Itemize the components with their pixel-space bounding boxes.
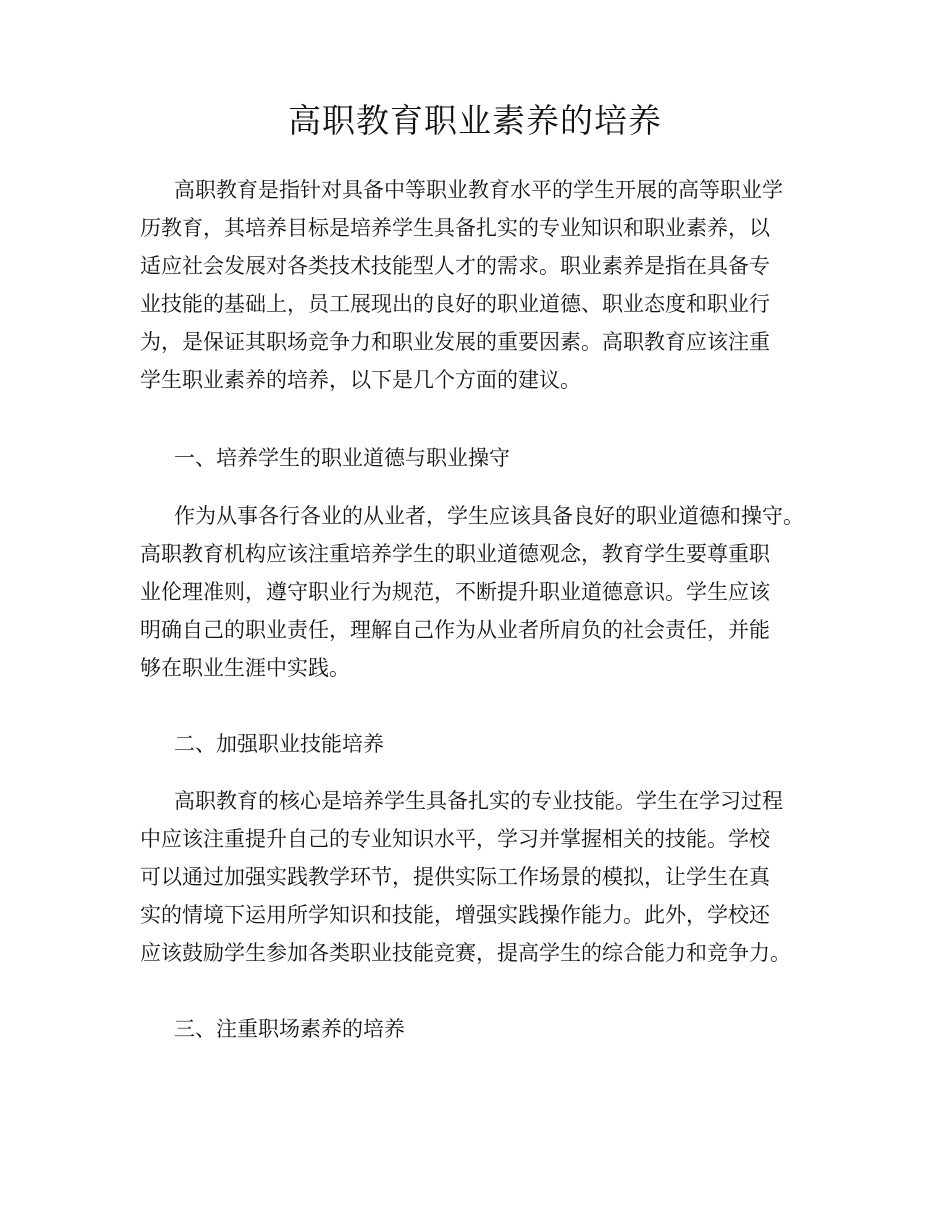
paragraph-line: 明确自己的职业责任，理解自己作为从业者所肩负的社会责任，并能 (140, 618, 770, 642)
paragraph-line: 作为从事各行各业的从业者，学生应该具备良好的职业道德和操守。 (174, 504, 804, 528)
paragraph-line: 实的情境下运用所学知识和技能，增强实践操作能力。此外，学校还 (140, 903, 770, 927)
section-heading-2: 二、加强职业技能培养 (174, 732, 384, 756)
intro-paragraph (140, 171, 840, 399)
paragraph-line: 为，是保证其职场竞争力和职业发展的重要因素。高职教育应该注重 (140, 330, 770, 354)
paragraph-line: 业技能的基础上，员工展现出的良好的职业道德、职业态度和职业行 (140, 292, 770, 316)
paragraph-line: 学生职业素养的培养，以下是几个方面的建议。 (140, 368, 581, 392)
paragraph-line: 历教育，其培养目标是培养学生具备扎实的专业知识和职业素养，以 (140, 216, 770, 240)
paragraph-line: 高职教育机构应该注重培养学生的职业道德观念，教育学生要尊重职 (140, 542, 770, 566)
paragraph-line: 高职教育是指针对具备中等职业教育水平的学生开展的高等职业学 (174, 178, 783, 202)
section-heading-3: 三、注重职场素养的培养 (174, 1017, 405, 1041)
paragraph-line: 应该鼓励学生参加各类职业技能竞赛，提高学生的综合能力和竞争力。 (140, 941, 791, 965)
paragraph-line: 适应社会发展对各类技术技能型人才的需求。职业素养是指在具备专 (140, 254, 770, 278)
section-1-paragraph (140, 497, 840, 687)
section-2-paragraph (140, 782, 840, 972)
document-title: 高职教育职业素养的培养 (288, 101, 662, 140)
paragraph-line: 够在职业生涯中实践。 (140, 656, 350, 680)
paragraph-line: 业伦理准则，遵守职业行为规范，不断提升职业道德意识。学生应该 (140, 580, 770, 604)
paragraph-line: 高职教育的核心是培养学生具备扎实的专业技能。学生在学习过程 (174, 789, 783, 813)
paragraph-line: 中应该注重提升自己的专业知识水平，学习并掌握相关的技能。学校 (140, 827, 770, 851)
paragraph-line: 可以通过加强实践教学环节，提供实际工作场景的模拟，让学生在真 (140, 865, 770, 889)
section-heading-1: 一、培养学生的职业道德与职业操守 (174, 446, 510, 470)
